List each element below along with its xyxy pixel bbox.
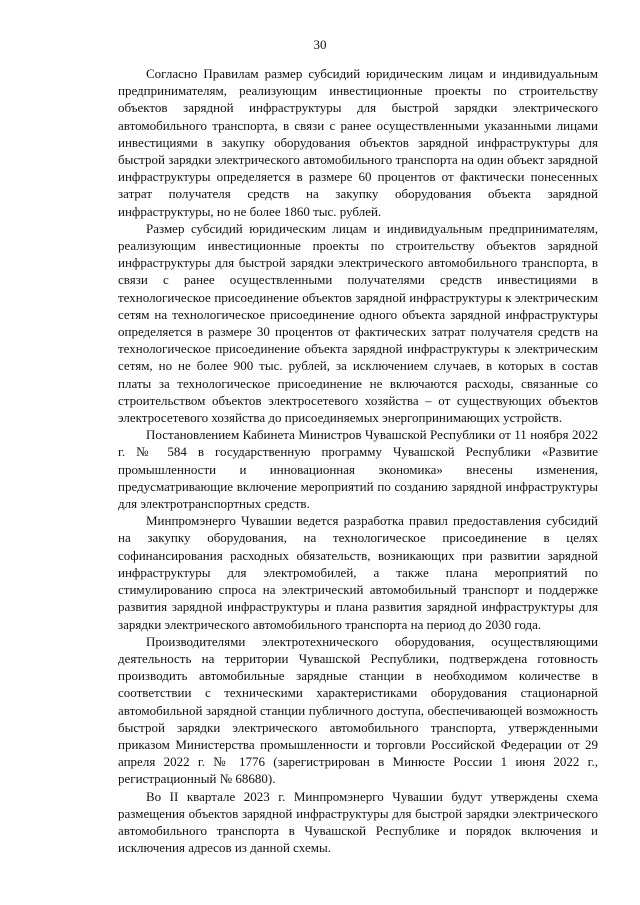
paragraph-ministry-rules: Минпромэнерго Чувашии ведется разработка правил предоставления субсидий на закупку оборудования, на технологическое присоединение в целях софинансирования расходных обязательств, возникающих при развитии зарядной инфраструктуры для электромобилей, а также плана мероприятий по стимулированию спроса на электрический автомобильный транспорт и поддержке развития зарядной инфраструктуры и плана развития зарядной инфраструктуры для зарядки электрического автомобильного транспорта на период до 2030 года.: [118, 513, 598, 632]
document-body: [118, 65, 598, 856]
paragraph-government-resolution: Постановлением Кабинета Министров Чувашской Республики от 11 ноября 2022 г. № 584 в государственную программу Чувашской Республики «Развитие промышленности и инновационная экономика» внесены изменения, предусматривающие включение мероприятий по созданию зарядной инфраструктуры для электротранспортных средств.: [118, 427, 598, 512]
paragraph-subsidy-equipment: Согласно Правилам размер субсидий юридическим лицам и индивидуальным предпринимателям, реализующим инвестиционные проекты по строительству объектов зарядной инфраструктуры для быстрой зарядки электрического автомобильного транспорта, в связи с ранее осуществленными указанными лицами инвестициями в закупку оборудования объектов зарядной инфраструктуры для быстрой зарядки электрического автомобильного транспорта на один объект зарядной инфраструктуры определяется в размере 60 процентов от фактически понесенных затрат получателя средств на закупку оборудования объекта зарядной инфраструктуры, но не более 1860 тыс. рублей.: [118, 66, 598, 219]
page-number: 30: [313, 37, 327, 52]
paragraph-placement-scheme: Во II квартале 2023 г. Минпромэнерго Чувашии будут утверждены схема размещения объектов зарядной инфраструктуры для быстрой зарядки электрического автомобильного транспорта в Чувашской Республике и порядок включения и исключения адресов из данной схемы.: [118, 788, 598, 856]
paragraph-subsidy-connection: Размер субсидий юридическим лицам и индивидуальным предпринимателям, реализующим инвестиционные проекты по строительству объектов зарядной инфраструктуры для быстрой зарядки электрического автомобильного транспорта, в связи с ранее осуществленными получателями средств инвестициями в технологическое присоединение объектов зарядной инфраструктуры к электрическим сетям на технологическое присоединение одного объекта зарядной инфраструктуры определяется в размере 30 процентов от фактических затрат получателя средств на технологическое присоединение объекта зарядной инфраструктуры к электрическим сетям, но не более 900 тыс. рублей, за исключением случаев, в которых в состав платы за технологическое присоединение не включаются расходы, связанные со строительством объектов электросетевого хозяйства – от существующих объектов электросетевого хозяйства до присоединяемых энергопринимающих устройств.: [118, 220, 598, 426]
paragraph-manufacturers: Производителями электротехнического оборудования, осуществляющими деятельность на территории Чувашской Республики, подтверждена готовность производить автомобильные зарядные станции в необходимом количестве в соответствии с техническими характеристиками оборудования стационарной автомобильной зарядной станции публичного доступа, обеспечивающей возможность быстрой зарядки электрического автомобильного транспорта, утвержденными приказом Министерства промышленности и торговли Российской Федерации от 29 апреля 2022 г. № 1776 (зарегистрирован в Минюсте России 1 июня 2022 г., регистрационный № 68680).: [118, 633, 598, 787]
